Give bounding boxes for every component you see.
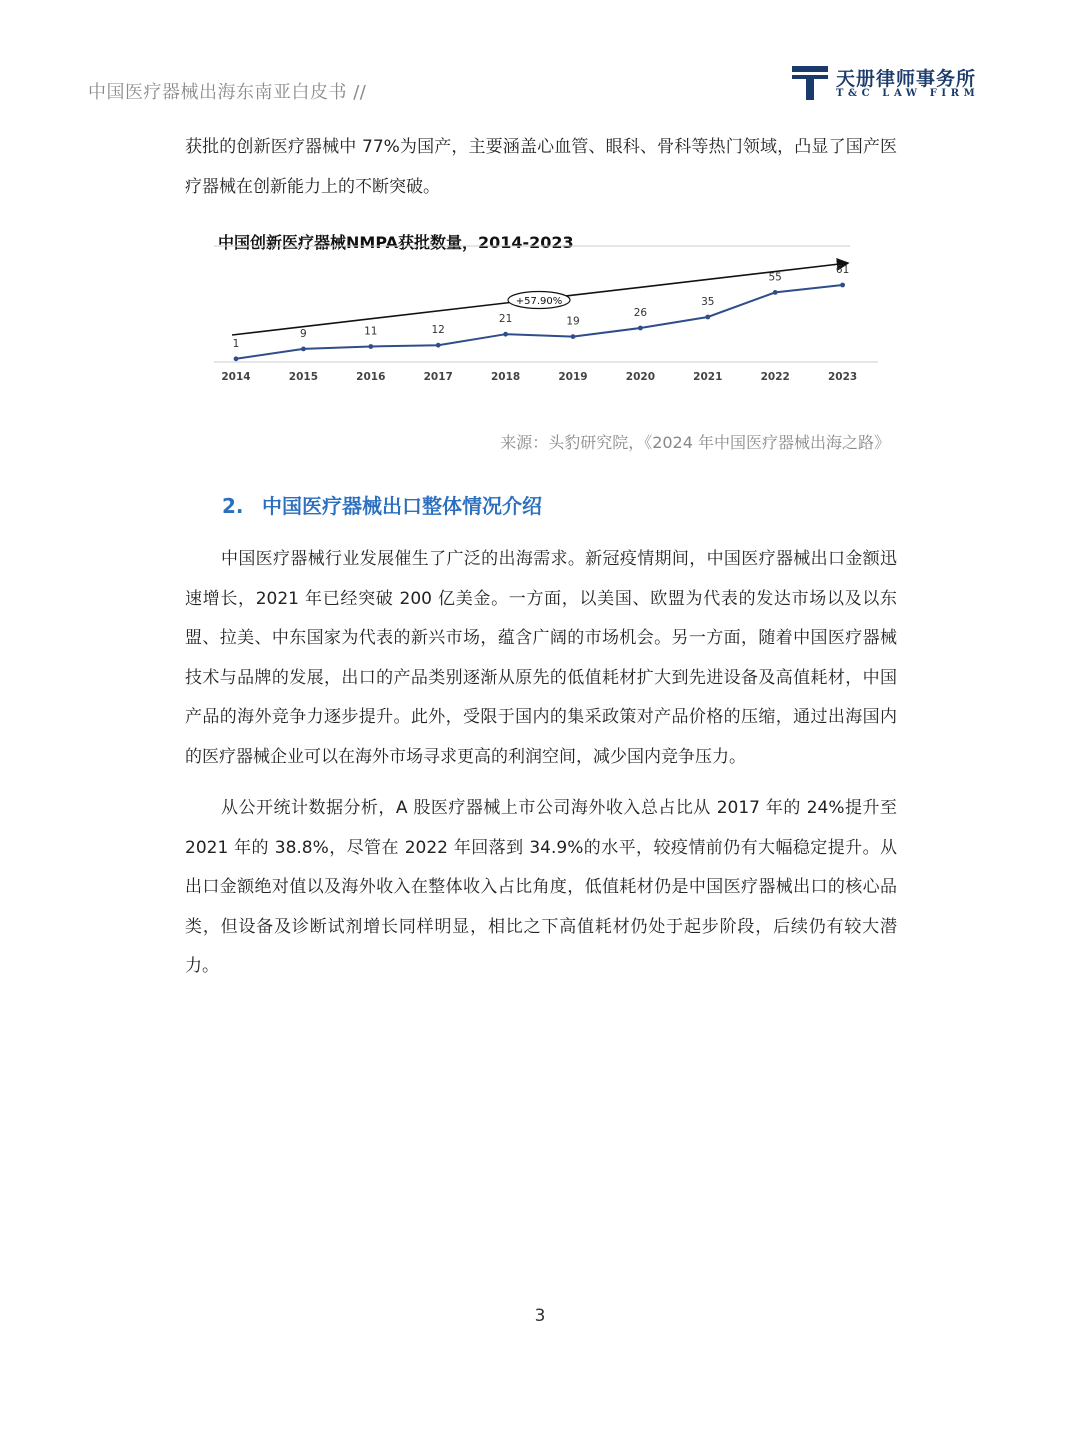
data-label: 1 xyxy=(232,337,240,350)
data-point xyxy=(503,332,508,337)
data-point xyxy=(571,334,576,339)
data-point xyxy=(368,344,373,349)
x-tick-label: 2018 xyxy=(490,371,521,383)
data-label: 61 xyxy=(835,264,850,276)
data-label: 12 xyxy=(431,324,445,337)
x-tick-label: 2019 xyxy=(558,371,588,383)
data-point xyxy=(301,347,306,352)
body-paragraph-2: 从公开统计数据分析，A 股医疗器械上市公司海外收入总占比从 2017 年的 24%提升至 2021 年的 38.8%，尽管在 2022 年回落到 34.9%的水平，较疫情前仍有大幅稳定提升。从出口金额绝对值以及海外收入在整体收入占比角度，低值耗材仍是中国医疗器械出口的核心品类，但设备及诊断试剂增长同样明显，相比之下高值耗材仍处于起步阶段，后续仍有较大潜力。 xyxy=(185,798,897,976)
x-tick-label: 2020 xyxy=(625,371,656,383)
data-point xyxy=(705,315,710,320)
trend-annotation-label: +57.90% xyxy=(515,296,563,307)
x-tick-label: 2016 xyxy=(356,371,386,383)
data-point xyxy=(773,290,778,295)
data-label: 11 xyxy=(364,325,378,338)
x-tick-label: 2015 xyxy=(288,371,319,383)
chart-source: 来源：头豹研究院，《2024 年中国医疗器械出海之路》 xyxy=(500,433,890,452)
x-tick-label: 2023 xyxy=(827,371,858,383)
data-point xyxy=(436,343,441,348)
logo-en-text: T&C LAW FIRM xyxy=(836,88,980,99)
section-heading xyxy=(222,490,542,519)
logo-cn-text: 天册律师事务所 xyxy=(836,68,977,90)
page-number: 3 xyxy=(534,1306,546,1326)
data-label: 9 xyxy=(300,327,307,340)
body-paragraph-1: 中国医疗器械行业发展催生了广泛的出海需求。新冠疫情期间，中国医疗器械出口金额迅速增长，2021 年已经突破 200 亿美金。一方面，以美国、欧盟为代表的发达市场以及以东盟、拉美、中东国家为代表的新兴市场，蕴含广阔的市场机会。另一方面，随着中国医疗器械技术与品牌的发展，出口的产品类别逐渐从原先的低值耗材扩大到先进设备及高值耗材，中国产品的海外竞争力逐步提升。此外，受限于国内的集采政策对产品价格的压缩，通过出海国内的医疗器械企业可以在海外市场寻求更高的利润空间，减少国内竞争压力。 xyxy=(185,549,897,767)
section-number: 2. xyxy=(222,494,244,518)
data-label: 35 xyxy=(701,296,715,308)
x-tick-label: 2017 xyxy=(423,371,453,383)
data-label: 26 xyxy=(633,307,648,319)
data-point xyxy=(638,326,643,331)
x-tick-label: 2021 xyxy=(693,371,723,383)
firm-logo-icon xyxy=(792,66,828,100)
data-point xyxy=(840,283,845,288)
firm-logo xyxy=(792,64,992,104)
data-label: 21 xyxy=(498,313,513,326)
data-label: 55 xyxy=(768,271,782,284)
intro-paragraph: 获批的创新医疗器械中 77%为国产，主要涵盖心血管、眼科、骨科等热门领域，凸显了国产医疗器械在创新能力上的不断突破。 xyxy=(185,137,897,197)
chart-svg xyxy=(200,222,890,392)
data-point xyxy=(234,356,239,361)
approvals-chart xyxy=(200,222,890,392)
x-tick-label: 2014 xyxy=(221,371,251,383)
header-doc-title: 中国医疗器械出海东南亚白皮书 // xyxy=(88,82,367,103)
section-title: 中国医疗器械出口整体情况介绍 xyxy=(262,494,542,518)
x-tick-label: 2022 xyxy=(760,371,790,383)
chart-title: 中国创新医疗器械NMPA获批数量，2014-2023 xyxy=(218,233,574,252)
data-label: 19 xyxy=(566,315,580,328)
